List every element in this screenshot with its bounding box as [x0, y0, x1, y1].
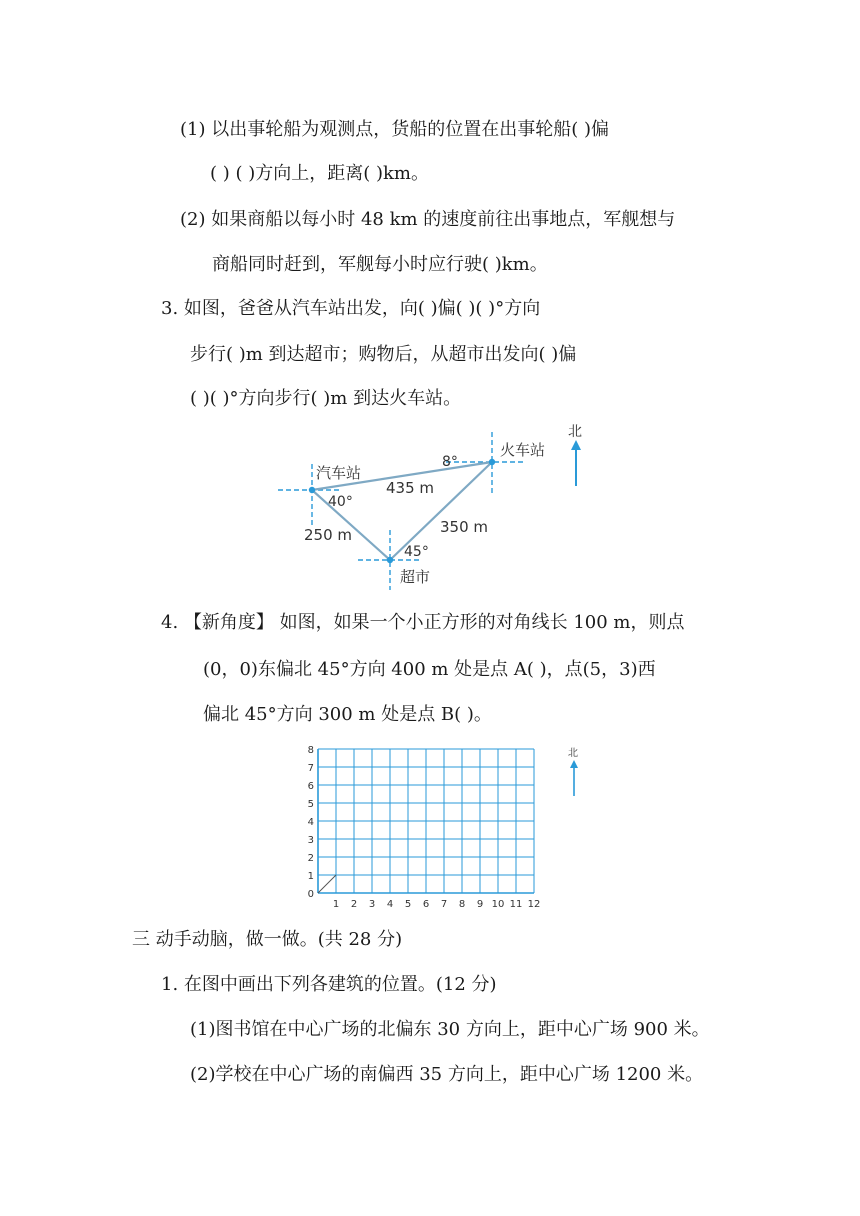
- x-tick-label: 1: [332, 899, 340, 910]
- angle-train-label: 8°: [442, 454, 458, 470]
- dist-bus-train-label: 435 m: [386, 479, 435, 497]
- supermarket-point: [387, 557, 393, 563]
- y-tick-label: 3: [307, 835, 314, 846]
- dist-market-train-label: 350 m: [440, 518, 489, 536]
- q2-1-line-a: (1) 以出事轮船为观测点，货船的位置在出事轮船( )偏: [180, 119, 609, 140]
- q2-2-line-a: (2) 如果商船以每小时 48 km 的速度前往出事地点，军舰想与: [180, 209, 676, 230]
- x-tick-label: 9: [476, 899, 484, 910]
- s3-q1-item-1: (1)图书馆在中心广场的北偏东 30 方向上，距中心广场 900 米。: [190, 1019, 710, 1040]
- x-tick-label: 5: [404, 899, 412, 910]
- x-tick-label: 12: [527, 899, 541, 910]
- route-map-figure: [270, 418, 610, 593]
- y-tick-label: 6: [307, 781, 314, 792]
- origin-label: 0: [307, 889, 314, 900]
- q2-2-line-b: 商船同时赶到，军舰每小时应行驶( )km。: [212, 254, 548, 275]
- bus-station-point: [309, 487, 315, 493]
- x-tick-label: 8: [458, 899, 466, 910]
- dist-bus-market-label: 250 m: [304, 526, 353, 544]
- x-axis-labels: [333, 899, 541, 910]
- s3-q1-item-2: (2)学校在中心广场的南偏西 35 方向上，距中心广场 1200 米。: [190, 1064, 704, 1085]
- q3-line-b: 步行( )m 到达超市；购物后，从超市出发向( )偏: [190, 344, 577, 365]
- y-tick-label: 1: [307, 871, 314, 882]
- x-tick-label: 6: [422, 899, 430, 910]
- s3-q1-line: 1. 在图中画出下列各建筑的位置。(12 分): [161, 974, 497, 995]
- unit-diagonal: [318, 875, 336, 893]
- x-tick-label: 4: [386, 899, 394, 910]
- supermarket-label: 超市: [400, 568, 431, 586]
- y-tick-label: 8: [307, 745, 314, 756]
- train-station-point: [489, 459, 495, 465]
- north-arrow-icon: [571, 440, 581, 486]
- y-tick-label: 5: [307, 799, 314, 810]
- y-tick-label: 4: [307, 817, 314, 828]
- angle-bus-label: 40°: [328, 494, 353, 510]
- y-tick-label: 7: [307, 763, 314, 774]
- q4-line-b: (0，0)东偏北 45°方向 400 m 处是点 A( )，点(5，3)西: [203, 659, 656, 680]
- x-tick-label: 11: [509, 899, 523, 910]
- grid-lines: [318, 749, 534, 893]
- x-tick-label: 10: [491, 899, 505, 910]
- section-three-heading: 三 动手动脑，做一做。(共 28 分): [132, 929, 403, 950]
- q3-line-a: 3. 如图，爸爸从汽车站出发，向( )偏( )( )°方向: [161, 298, 541, 319]
- x-tick-label: 2: [350, 899, 358, 910]
- bus-station-label: 汽车站: [316, 464, 362, 482]
- angle-market-label: 45°: [404, 544, 429, 560]
- q2-1-line-b: ( ) ( )方向上，距离( )km。: [210, 163, 429, 184]
- x-tick-label: 7: [440, 899, 448, 910]
- coordinate-grid-figure: [300, 740, 600, 915]
- q3-line-c: ( )( )°方向步行( )m 到达火车站。: [190, 388, 462, 409]
- grid-north-arrow-icon: [570, 760, 578, 796]
- x-tick-label: 3: [368, 899, 376, 910]
- q4-line-c: 偏北 45°方向 300 m 处是点 B( )。: [203, 704, 492, 725]
- q4-line-a: 4. 【新角度】 如图，如果一个小正方形的对角线长 100 m，则点: [161, 612, 685, 633]
- north-label: 北: [568, 424, 582, 440]
- y-axis-labels: [308, 745, 314, 900]
- y-tick-label: 2: [307, 853, 314, 864]
- train-station-label: 火车站: [500, 441, 546, 459]
- grid-north-label: 北: [568, 748, 578, 759]
